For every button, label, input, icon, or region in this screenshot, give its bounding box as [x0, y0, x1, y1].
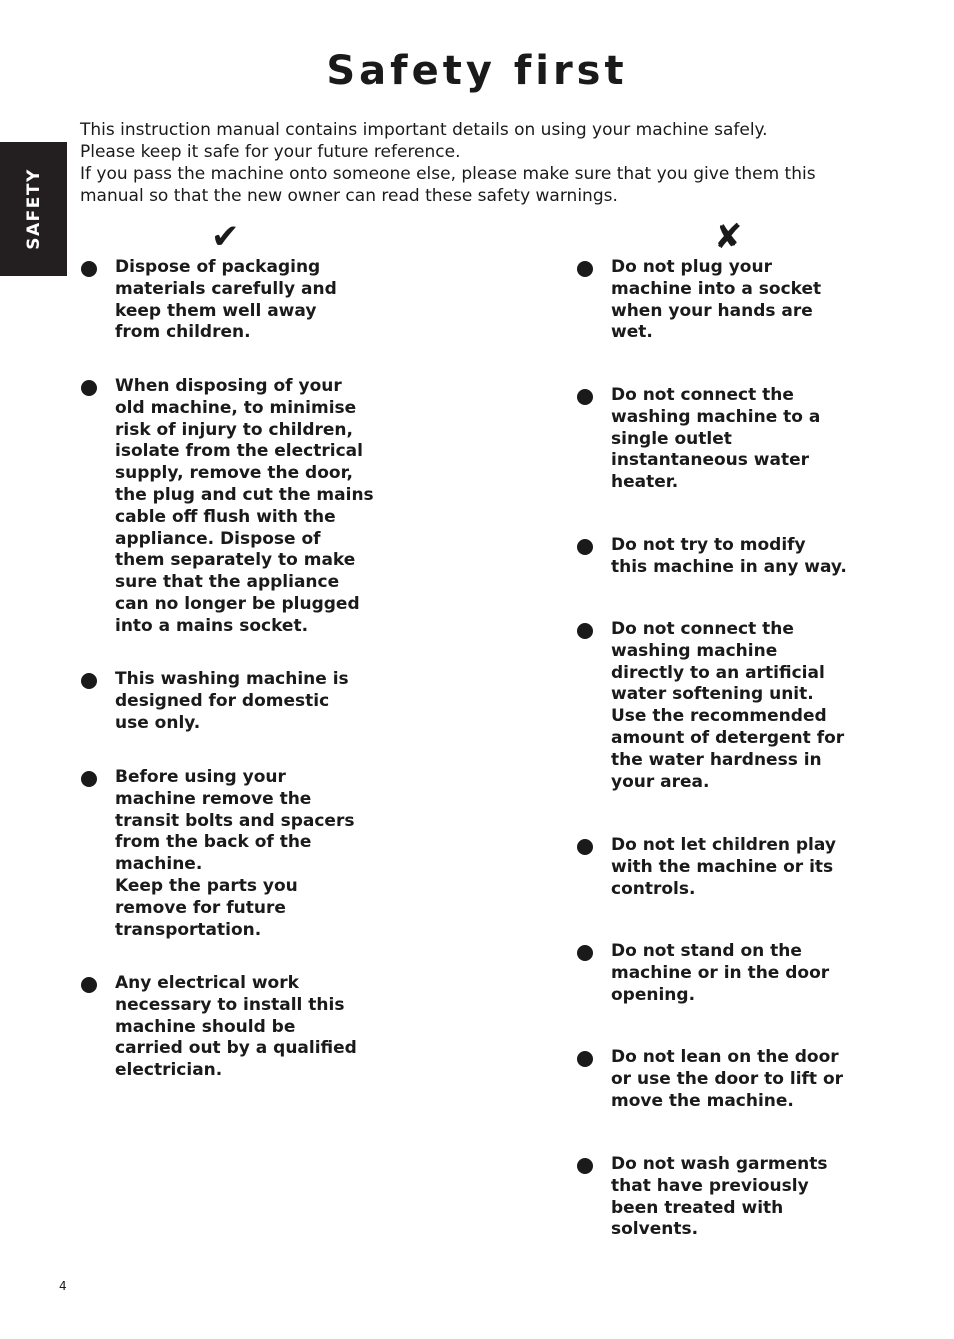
intro-line: manual so that the new owner can read these safety warnings.: [80, 186, 618, 206]
bullet-icon: [577, 839, 593, 855]
list-item-text: Do not try to modify this machine in any way.: [611, 535, 847, 577]
bullet-icon: [81, 261, 97, 277]
page-number: 4: [59, 1279, 67, 1293]
list-item-text: Do not wash garments that have previously been treated with solvents.: [611, 1154, 828, 1240]
list-item-text: Do not let children play with the machine or its controls.: [611, 835, 836, 899]
bullet-icon: [577, 1051, 593, 1067]
list-item-text: Do not connect the washing machine to a single outlet instantaneous water heater.: [611, 385, 821, 493]
intro-line: Please keep it safe for your future reference.: [80, 142, 461, 162]
bullet-icon: [81, 673, 97, 689]
bullet-icon: [81, 977, 97, 993]
list-item-text: Do not plug your machine into a socket when your hands are wet.: [611, 257, 822, 343]
intro-paragraph: [80, 119, 880, 207]
bullet-icon: [577, 623, 593, 639]
list-item-text: Do not connect the washing machine directly to an artificial water softening unit. Use the recommended amount of detergent for the water hardness in your area.: [611, 619, 845, 792]
bullet-icon: [577, 539, 593, 555]
page-title: Safety first: [326, 48, 628, 94]
bullet-icon: [577, 389, 593, 405]
check-mark-icon: ✔: [211, 217, 240, 257]
list-item-text: When disposing of your old machine, to minimise risk of injury to children, isolate from the electrical supply, remove the door, the plug and cut the mains cable off flush with the appliance. Dispose of them separately to make sure that the appliance can no longer be plugged into a mains socket.: [115, 376, 374, 636]
list-item-text: This washing machine is designed for domestic use only.: [115, 669, 349, 733]
list-item-text: Before using your machine remove the transit bolts and spacers from the back of the machine. Keep the parts you remove for future transportation.: [115, 767, 355, 940]
bullet-icon: [577, 945, 593, 961]
list-item-text: Do not lean on the door or use the door to lift or move the machine.: [611, 1047, 844, 1111]
list-item-text: Any electrical work necessary to install this machine should be carried out by a qualified electrician.: [115, 973, 357, 1081]
section-side-tab-label: SAFETY: [23, 168, 44, 250]
section-side-tab: [0, 142, 67, 276]
bullet-icon: [81, 771, 97, 787]
bullet-icon: [81, 380, 97, 396]
list-item-text: Do not stand on the machine or in the door opening.: [611, 941, 830, 1005]
bullet-icon: [577, 261, 593, 277]
intro-line: If you pass the machine onto someone else, please make sure that you give them this: [80, 164, 816, 184]
intro-line: This instruction manual contains important details on using your machine safely.: [80, 120, 768, 140]
cross-mark-icon: ✘: [714, 217, 743, 257]
bullet-icon: [577, 1158, 593, 1174]
list-item-text: Dispose of packaging materials carefully and keep them well away from children.: [115, 257, 337, 343]
